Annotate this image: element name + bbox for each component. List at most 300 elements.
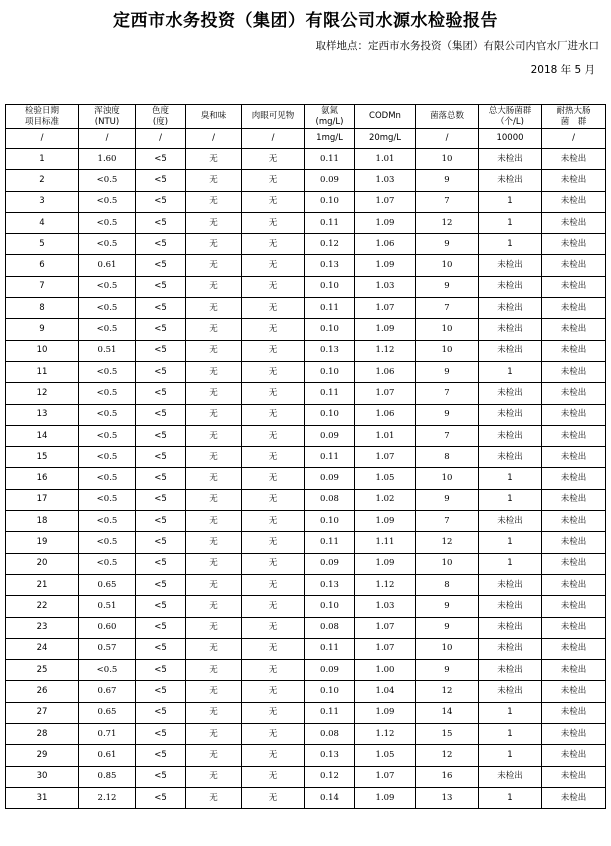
table-cell: 未检出 — [479, 340, 542, 361]
table-cell: 13 — [6, 404, 79, 425]
table-cell: 0.10 — [305, 191, 355, 212]
table-cell: <0.5 — [79, 276, 136, 297]
table-cell: 无 — [186, 468, 242, 489]
table-cell: 无 — [242, 276, 305, 297]
table-cell: 0.65 — [79, 574, 136, 595]
table-cell: <0.5 — [79, 660, 136, 681]
table-cell: 1.12 — [355, 574, 416, 595]
table-row — [6, 468, 606, 489]
table-cell: 1 — [479, 787, 542, 808]
table-cell: 1.00 — [355, 660, 416, 681]
table-cell: 0.11 — [305, 638, 355, 659]
table-cell: 20 — [6, 553, 79, 574]
header-cell: 色度 (度) — [136, 105, 186, 129]
table-cell: 7 — [416, 191, 479, 212]
table-cell: 1 — [479, 745, 542, 766]
table-cell: 1.03 — [355, 170, 416, 191]
table-row — [6, 574, 606, 595]
table-cell: 1 — [479, 532, 542, 553]
table-cell: <0.5 — [79, 425, 136, 446]
table-cell: 未检出 — [542, 617, 606, 638]
table-cell: 1.04 — [355, 681, 416, 702]
table-cell: 0.12 — [305, 234, 355, 255]
table-cell: <5 — [136, 404, 186, 425]
table-cell: 无 — [242, 574, 305, 595]
table-cell: 31 — [6, 787, 79, 808]
table-cell: 1.11 — [355, 532, 416, 553]
table-cell: 无 — [242, 404, 305, 425]
table-cell: 无 — [242, 745, 305, 766]
table-row — [6, 532, 606, 553]
table-cell: 1.09 — [355, 702, 416, 723]
table-cell: 未检出 — [479, 681, 542, 702]
table-cell: 14 — [6, 425, 79, 446]
table-cell: 未检出 — [542, 660, 606, 681]
table-cell: 9 — [416, 404, 479, 425]
table-cell: 未检出 — [479, 149, 542, 170]
table-cell: 1.12 — [355, 340, 416, 361]
table-cell: 10 — [416, 638, 479, 659]
table-cell: <5 — [136, 638, 186, 659]
table-cell: 1 — [479, 468, 542, 489]
table-cell: 无 — [186, 149, 242, 170]
table-cell: <5 — [136, 553, 186, 574]
table-cell: 0.11 — [305, 702, 355, 723]
table-cell: 未检出 — [479, 319, 542, 340]
table-cell: 无 — [242, 596, 305, 617]
table-cell: 0.11 — [305, 447, 355, 468]
table-cell: 10 — [416, 553, 479, 574]
table-cell: <5 — [136, 766, 186, 787]
table-cell: 未检出 — [542, 234, 606, 255]
table-cell: 9 — [6, 319, 79, 340]
table-cell: 无 — [242, 255, 305, 276]
table-cell: 无 — [186, 702, 242, 723]
table-cell: 未检出 — [542, 255, 606, 276]
table-cell: 无 — [186, 234, 242, 255]
table-cell: <5 — [136, 532, 186, 553]
table-cell: 未检出 — [542, 745, 606, 766]
report-title: 定西市水务投资（集团）有限公司水源水检验报告 — [113, 11, 498, 31]
table-row — [6, 276, 606, 297]
table-cell: 23 — [6, 617, 79, 638]
table-row — [6, 511, 606, 532]
table-cell: 9 — [416, 276, 479, 297]
table-cell: <5 — [136, 681, 186, 702]
standard-cell: / — [6, 129, 79, 149]
table-row — [6, 787, 606, 808]
table-cell: 0.11 — [305, 532, 355, 553]
table-cell: <0.5 — [79, 191, 136, 212]
table-row — [6, 340, 606, 361]
table-cell: 0.09 — [305, 468, 355, 489]
table-cell: <5 — [136, 212, 186, 233]
table-cell: 10 — [416, 468, 479, 489]
table-cell: 10 — [416, 149, 479, 170]
table-row — [6, 660, 606, 681]
table-cell: <0.5 — [79, 212, 136, 233]
table-cell: 无 — [186, 745, 242, 766]
table-cell: 无 — [186, 724, 242, 745]
table-cell: 未检出 — [542, 511, 606, 532]
table-cell: 无 — [186, 212, 242, 233]
table-cell: 未检出 — [479, 638, 542, 659]
table-cell: 9 — [416, 596, 479, 617]
table-cell: 0.10 — [305, 404, 355, 425]
table-cell: <0.5 — [79, 298, 136, 319]
table-cell: 0.10 — [305, 319, 355, 340]
table-cell: 0.09 — [305, 660, 355, 681]
table-cell: 未检出 — [479, 298, 542, 319]
table-cell: 1 — [479, 234, 542, 255]
table-cell: 未检出 — [479, 383, 542, 404]
table-cell: 未检出 — [479, 170, 542, 191]
table-cell: 7 — [416, 298, 479, 319]
table-cell: 8 — [416, 574, 479, 595]
table-cell: 29 — [6, 745, 79, 766]
table-cell: 8 — [416, 447, 479, 468]
table-row — [6, 298, 606, 319]
table-cell: 0.14 — [305, 787, 355, 808]
table-cell: 1.09 — [355, 553, 416, 574]
table-cell: <5 — [136, 361, 186, 382]
table-cell: 9 — [416, 234, 479, 255]
table-row — [6, 404, 606, 425]
table-cell: 10 — [416, 319, 479, 340]
header-cell: 氨氮 (mg/L) — [305, 105, 355, 129]
table-cell: 17 — [6, 489, 79, 510]
table-cell: 未检出 — [542, 724, 606, 745]
table-cell: 无 — [186, 255, 242, 276]
table-cell: 未检出 — [542, 638, 606, 659]
table-cell: 12 — [416, 745, 479, 766]
standard-cell: / — [416, 129, 479, 149]
table-cell: 无 — [242, 191, 305, 212]
table-cell: 无 — [186, 361, 242, 382]
table-cell: <5 — [136, 724, 186, 745]
table-row — [6, 170, 606, 191]
table-cell: 无 — [242, 383, 305, 404]
table-cell: 0.13 — [305, 255, 355, 276]
table-cell: <5 — [136, 596, 186, 617]
table-cell: 无 — [186, 298, 242, 319]
table-cell: 无 — [242, 425, 305, 446]
table-cell: 0.51 — [79, 596, 136, 617]
table-cell: 1.12 — [355, 724, 416, 745]
table-cell: 9 — [416, 660, 479, 681]
table-row — [6, 638, 606, 659]
table-cell: <5 — [136, 617, 186, 638]
table-cell: 未检出 — [542, 298, 606, 319]
table-cell: 9 — [416, 361, 479, 382]
table-cell: 未检出 — [542, 191, 606, 212]
table-cell: 无 — [242, 361, 305, 382]
table-cell: 无 — [186, 638, 242, 659]
table-cell: 未检出 — [479, 617, 542, 638]
table-cell: 无 — [186, 553, 242, 574]
table-cell: 1 — [479, 553, 542, 574]
table-cell: 无 — [186, 170, 242, 191]
table-cell: 未检出 — [542, 361, 606, 382]
table-cell: 1.09 — [355, 787, 416, 808]
table-cell: 未检出 — [542, 425, 606, 446]
table-cell: 12 — [6, 383, 79, 404]
table-cell: 21 — [6, 574, 79, 595]
table-cell: 1 — [479, 191, 542, 212]
standard-cell: / — [79, 129, 136, 149]
table-row — [6, 489, 606, 510]
table-cell: 无 — [242, 319, 305, 340]
table-cell: 未检出 — [479, 447, 542, 468]
table-cell: 1.01 — [355, 149, 416, 170]
table-cell: 4 — [6, 212, 79, 233]
table-cell: <0.5 — [79, 170, 136, 191]
header-cell: 臭和味 — [186, 105, 242, 129]
table-cell: 10 — [6, 340, 79, 361]
table-cell: 1 — [479, 724, 542, 745]
table-cell: <5 — [136, 468, 186, 489]
table-cell: 无 — [186, 660, 242, 681]
header-row — [6, 105, 606, 129]
table-cell: 28 — [6, 724, 79, 745]
header-cell: 菌落总数 — [416, 105, 479, 129]
table-cell: 未检出 — [542, 489, 606, 510]
table-cell: 无 — [186, 617, 242, 638]
standard-cell: / — [542, 129, 606, 149]
table-cell: 0.10 — [305, 681, 355, 702]
table-cell: 1.03 — [355, 596, 416, 617]
table-cell: 10 — [416, 340, 479, 361]
header-cell: CODMn — [355, 105, 416, 129]
table-cell: 0.09 — [305, 553, 355, 574]
table-cell: <0.5 — [79, 553, 136, 574]
table-cell: <5 — [136, 340, 186, 361]
table-cell: 1.03 — [355, 276, 416, 297]
table-cell: 1.07 — [355, 638, 416, 659]
table-cell: 无 — [242, 511, 305, 532]
table-cell: 1.07 — [355, 191, 416, 212]
table-cell: 1.07 — [355, 447, 416, 468]
table-cell: 未检出 — [479, 255, 542, 276]
standard-cell: 1mg/L — [305, 129, 355, 149]
table-cell: 无 — [242, 681, 305, 702]
sampling-location: 取样地点：定西市水务投资（集团）有限公司内官水厂进水口 — [315, 40, 599, 52]
table-cell: 无 — [186, 532, 242, 553]
table-cell: <5 — [136, 447, 186, 468]
table-cell: 未检出 — [542, 276, 606, 297]
table-row — [6, 681, 606, 702]
table-cell: 无 — [186, 766, 242, 787]
table-row — [6, 745, 606, 766]
table-cell: 16 — [6, 468, 79, 489]
table-cell: <0.5 — [79, 383, 136, 404]
table-cell: <5 — [136, 383, 186, 404]
table-cell: 0.13 — [305, 574, 355, 595]
table-cell: <0.5 — [79, 532, 136, 553]
table-cell: 0.09 — [305, 170, 355, 191]
table-cell: 未检出 — [479, 596, 542, 617]
standard-cell: / — [242, 129, 305, 149]
table-cell: 0.11 — [305, 383, 355, 404]
table-cell: 1.06 — [355, 404, 416, 425]
table-cell: <5 — [136, 276, 186, 297]
table-cell: 无 — [186, 276, 242, 297]
table-cell: 无 — [242, 553, 305, 574]
table-cell: 无 — [242, 660, 305, 681]
table-cell: 1.09 — [355, 212, 416, 233]
table-cell: 未检出 — [542, 383, 606, 404]
table-cell: 6 — [6, 255, 79, 276]
table-cell: 1.07 — [355, 298, 416, 319]
table-cell: 1 — [479, 702, 542, 723]
header-cell: 耐热大肠 菌 群 — [542, 105, 606, 129]
table-cell: 30 — [6, 766, 79, 787]
table-cell: 0.71 — [79, 724, 136, 745]
table-cell: 12 — [416, 532, 479, 553]
table-cell: 1.07 — [355, 383, 416, 404]
table-row — [6, 596, 606, 617]
table-cell: 12 — [416, 212, 479, 233]
table-cell: 未检出 — [542, 532, 606, 553]
table-cell: 3 — [6, 191, 79, 212]
table-cell: 未检出 — [542, 340, 606, 361]
table-cell: 无 — [242, 468, 305, 489]
table-cell: 无 — [242, 298, 305, 319]
table-cell: 1.01 — [355, 425, 416, 446]
table-cell: 无 — [242, 149, 305, 170]
table-cell: 无 — [242, 234, 305, 255]
table-cell: 7 — [416, 511, 479, 532]
table-cell: 19 — [6, 532, 79, 553]
table-cell: 无 — [186, 787, 242, 808]
table-cell: 无 — [242, 170, 305, 191]
table-cell: 未检出 — [542, 149, 606, 170]
table-cell: 1.60 — [79, 149, 136, 170]
table-row — [6, 319, 606, 340]
table-cell: 1.05 — [355, 468, 416, 489]
table-cell: <0.5 — [79, 234, 136, 255]
table-row — [6, 191, 606, 212]
table-row — [6, 617, 606, 638]
table-cell: <5 — [136, 511, 186, 532]
table-cell: 无 — [242, 766, 305, 787]
header-cell: 检验日期 项目标准 — [6, 105, 79, 129]
table-cell: 7 — [416, 425, 479, 446]
report-date: 2018 年 5 月 — [530, 64, 595, 76]
table-cell: 0.10 — [305, 276, 355, 297]
table-cell: <0.5 — [79, 404, 136, 425]
table-cell: <5 — [136, 425, 186, 446]
table-cell: 未检出 — [542, 766, 606, 787]
table-cell: 2 — [6, 170, 79, 191]
table-cell: <5 — [136, 787, 186, 808]
table-cell: 无 — [242, 724, 305, 745]
table-cell: 15 — [416, 724, 479, 745]
table-cell: 12 — [416, 681, 479, 702]
table-cell: 0.08 — [305, 724, 355, 745]
table-cell: 0.10 — [305, 596, 355, 617]
table-cell: 8 — [6, 298, 79, 319]
table-cell: 无 — [186, 191, 242, 212]
table-cell: 无 — [186, 340, 242, 361]
table-cell: 未检出 — [542, 702, 606, 723]
table-cell: 未检出 — [542, 681, 606, 702]
table-cell: 无 — [242, 638, 305, 659]
inspection-table — [5, 104, 606, 809]
table-cell: <0.5 — [79, 468, 136, 489]
table-cell: 0.13 — [305, 745, 355, 766]
table-cell: 0.09 — [305, 425, 355, 446]
table-cell: 未检出 — [542, 596, 606, 617]
table-cell: 0.08 — [305, 617, 355, 638]
table-row — [6, 234, 606, 255]
header-cell: 总大肠菌群 （个/L) — [479, 105, 542, 129]
table-cell: 未检出 — [479, 276, 542, 297]
header-cell: 肉眼可见物 — [242, 105, 305, 129]
table-cell: 无 — [242, 617, 305, 638]
table-cell: 无 — [242, 447, 305, 468]
table-cell: 14 — [416, 702, 479, 723]
table-cell: 0.61 — [79, 255, 136, 276]
table-cell: <0.5 — [79, 319, 136, 340]
table-row — [6, 447, 606, 468]
table-cell: 未检出 — [542, 574, 606, 595]
table-cell: 9 — [416, 489, 479, 510]
standard-cell: / — [186, 129, 242, 149]
table-cell: 1 — [479, 361, 542, 382]
table-cell: 26 — [6, 681, 79, 702]
table-cell: 0.10 — [305, 361, 355, 382]
table-cell: 0.51 — [79, 340, 136, 361]
table-cell: 未检出 — [479, 425, 542, 446]
table-cell: 1.09 — [355, 319, 416, 340]
table-cell: 0.11 — [305, 298, 355, 319]
table-cell: 1.07 — [355, 617, 416, 638]
table-cell: 10 — [416, 255, 479, 276]
table-cell: <5 — [136, 489, 186, 510]
table-cell: 0.13 — [305, 340, 355, 361]
table-cell: 未检出 — [542, 212, 606, 233]
table-row — [6, 425, 606, 446]
table-cell: <5 — [136, 574, 186, 595]
table-cell: 9 — [416, 170, 479, 191]
table-row — [6, 212, 606, 233]
table-cell: <5 — [136, 149, 186, 170]
table-cell: 7 — [6, 276, 79, 297]
table-cell: 未检出 — [479, 404, 542, 425]
table-cell: 无 — [186, 383, 242, 404]
table-cell: 16 — [416, 766, 479, 787]
table-cell: 无 — [186, 489, 242, 510]
table-cell: 未检出 — [479, 660, 542, 681]
table-cell: 未检出 — [479, 766, 542, 787]
table-cell: 无 — [186, 681, 242, 702]
table-cell: 0.12 — [305, 766, 355, 787]
table-cell: 18 — [6, 511, 79, 532]
standard-cell: / — [136, 129, 186, 149]
table-cell: 1.07 — [355, 766, 416, 787]
table-cell: 1 — [479, 489, 542, 510]
table-cell: 无 — [242, 532, 305, 553]
table-cell: <5 — [136, 234, 186, 255]
table-row — [6, 255, 606, 276]
table-row — [6, 766, 606, 787]
table-cell: <5 — [136, 702, 186, 723]
table-cell: 1 — [6, 149, 79, 170]
table-cell: 13 — [416, 787, 479, 808]
table-cell: <5 — [136, 298, 186, 319]
table-cell: 2.12 — [79, 787, 136, 808]
